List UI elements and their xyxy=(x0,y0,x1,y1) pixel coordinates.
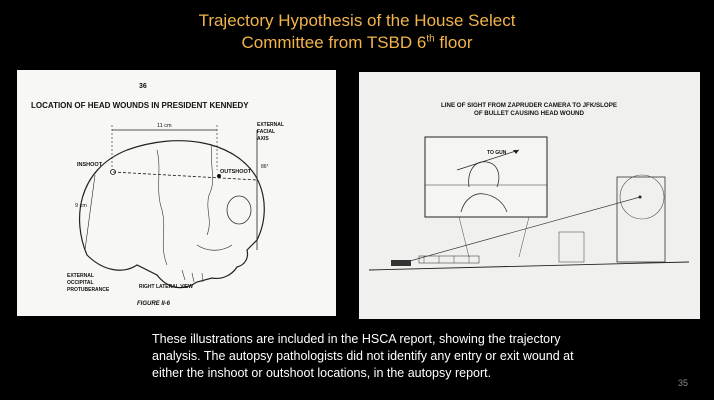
line-of-sight-figure xyxy=(359,72,700,319)
measure-side-label: 9 cm xyxy=(75,203,87,209)
figure-heading: LOCATION OF HEAD WOUNDS IN PRESIDENT KENNEDY xyxy=(31,101,249,110)
limousine xyxy=(391,260,411,266)
view-label: RIGHT LATERAL VIEW xyxy=(139,284,193,290)
caption-line-3: either the inshoot or outshoot locations, in the autopsy report. xyxy=(152,366,492,380)
sniper-window-circle xyxy=(620,175,664,219)
outshoot-label: OUTSHOOT xyxy=(220,169,252,175)
inset-pointer-right xyxy=(519,217,529,257)
title-line-2 xyxy=(0,32,714,54)
slide-number: 35 xyxy=(677,378,688,388)
facial-axis-label-1: EXTERNAL xyxy=(257,122,284,128)
inshoot-label: INSHOOT xyxy=(77,162,103,168)
figure-page-number: 36 xyxy=(139,83,147,90)
angle-label: 86° xyxy=(261,164,269,170)
title-superscript: th xyxy=(426,33,435,45)
inset-pointer-left xyxy=(459,217,469,257)
skull-suture-2 xyxy=(207,145,213,235)
protuberance-label-2: OCCIPITAL xyxy=(67,280,94,286)
slide-title xyxy=(0,10,714,54)
skull-orbit xyxy=(227,196,251,224)
skull-diagram xyxy=(17,70,336,316)
facial-axis-label-3: AXIS xyxy=(257,136,269,142)
figure-heading-line-2: OF BULLET CAUSING HEAD WOUND xyxy=(474,110,584,117)
book-depository-building xyxy=(617,177,665,262)
figure-heading-line-1: LINE OF SIGHT FROM ZAPRUDER CAMERA TO JFK/SLOPE xyxy=(440,102,618,109)
measure-top-label: 11 cm xyxy=(157,123,172,129)
protuberance-label-3: PROTUBERANCE xyxy=(67,287,110,293)
inset-label: TO GUN xyxy=(487,150,507,156)
line-of-sight-diagram xyxy=(359,72,700,319)
head-wounds-figure xyxy=(17,70,336,316)
title-line-2-suffix: floor xyxy=(434,33,473,52)
skull-teeth xyxy=(182,270,203,282)
protuberance-label-1: EXTERNAL xyxy=(67,273,94,279)
motorcade-group xyxy=(419,256,479,263)
caption-line-1: These illustrations are included in the HSCA report, showing the trajectory xyxy=(152,332,561,346)
title-line-2-text: Committee from TSBD 6 xyxy=(241,33,427,52)
inset-box xyxy=(425,137,547,217)
facial-axis-label-2: FACIAL xyxy=(257,129,276,135)
skull-cheekbone xyxy=(197,245,232,250)
skull-suture-1 xyxy=(157,150,167,265)
title-line-1: Trajectory Hypothesis of the House Select xyxy=(198,11,516,30)
figure-number: FIGURE II-6 xyxy=(137,301,171,307)
skull-outline xyxy=(80,141,265,288)
ground-line xyxy=(369,262,689,270)
caption-line-2: analysis. The autopsy pathologists did not identify any entry or exit wound at xyxy=(152,349,574,363)
side-building xyxy=(559,232,584,262)
slide-caption xyxy=(152,331,652,382)
